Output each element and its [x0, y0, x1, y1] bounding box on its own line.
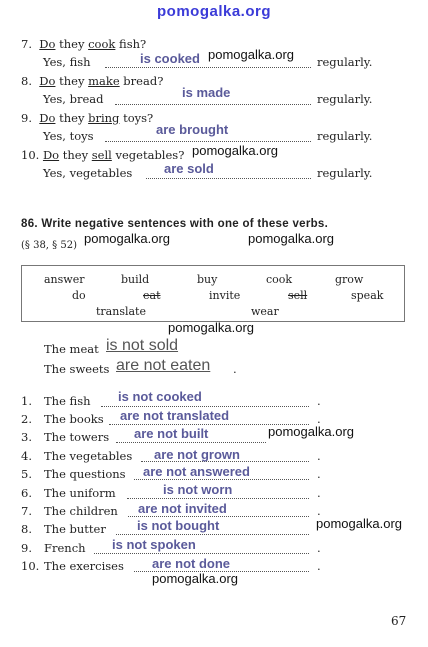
prev-item-answer-start: Yes, bread: [43, 92, 104, 106]
item-subject: The uniform: [44, 486, 116, 500]
handwritten-answer: are sold: [164, 161, 214, 176]
verb-crossed: eat: [143, 289, 161, 302]
prev-item-answer-end: regularly.: [317, 92, 373, 106]
handwritten-answer: is not cooked: [118, 389, 202, 404]
handwritten-answer: is cooked: [140, 51, 200, 66]
item-period: .: [317, 412, 321, 426]
watermark: pomogalka.org: [316, 516, 402, 531]
item-period: .: [317, 541, 321, 555]
handwritten-answer: are not translated: [120, 408, 230, 423]
prev-item-question: 7. Do they cook fish?: [21, 37, 147, 51]
item-period: .: [317, 449, 321, 463]
dotted-line: [116, 442, 266, 443]
item-number: 4.: [21, 449, 32, 463]
item-subject: The books: [44, 412, 104, 426]
item-period: .: [317, 467, 321, 481]
dotted-line: [115, 104, 311, 105]
watermark-top: pomogalka.org: [157, 3, 272, 20]
dotted-line: [116, 534, 309, 535]
example-answer: are not eaten: [116, 357, 211, 374]
verb: cook: [266, 273, 293, 286]
dotted-line: [101, 406, 309, 407]
watermark: pomogalka.org: [168, 320, 254, 335]
prev-item-answer-end: regularly.: [317, 166, 373, 180]
verb: buy: [197, 273, 218, 286]
dotted-line: [105, 67, 311, 68]
verb: speak: [351, 289, 384, 302]
item-subject: The butter: [44, 522, 106, 536]
dotted-line: [134, 479, 309, 480]
item-subject: French: [44, 541, 86, 555]
item-number: 2.: [21, 412, 32, 426]
item-subject: The fish: [44, 394, 91, 408]
item-subject: The exercises: [44, 559, 124, 573]
page-number: 67: [391, 614, 407, 628]
prev-item-question: 10. Do they sell vegetables?: [21, 148, 185, 162]
item-number: 10.: [21, 559, 40, 573]
item-period: .: [317, 504, 321, 518]
handwritten-answer: is made: [182, 85, 231, 100]
prev-item-answer-start: Yes, vegetables: [43, 166, 133, 180]
item-period: .: [317, 559, 321, 573]
exercise-heading: 86. Write negative sentences with one of these verbs.: [21, 218, 329, 230]
item-subject: The towers: [44, 430, 110, 444]
item-number: 7.: [21, 504, 32, 518]
verb: invite: [209, 289, 241, 302]
prev-item-answer-end: regularly.: [317, 129, 373, 143]
verb: translate: [96, 305, 146, 318]
verb: wear: [251, 305, 279, 318]
item-period: .: [317, 486, 321, 500]
example-subject: The sweets: [44, 362, 110, 376]
item-number: 8.: [21, 522, 32, 536]
handwritten-answer: is not worn: [163, 482, 233, 497]
verb: do: [72, 289, 86, 302]
handwritten-answer: are not answered: [143, 464, 250, 479]
verb-crossed: sell: [288, 289, 308, 302]
example-subject: The meat: [44, 342, 99, 356]
example-period: .: [233, 362, 237, 376]
watermark: pomogalka.org: [248, 231, 334, 246]
watermark: pomogalka.org: [84, 231, 170, 246]
handwritten-answer: are not built: [134, 426, 209, 441]
example-answer: is not sold: [106, 337, 179, 354]
dotted-line: [128, 516, 309, 517]
watermark: pomogalka.org: [268, 424, 354, 439]
verb: answer: [44, 273, 85, 286]
verb: build: [121, 273, 150, 286]
watermark: pomogalka.org: [208, 47, 294, 62]
verb: grow: [335, 273, 364, 286]
handwritten-answer: are not grown: [154, 447, 240, 462]
dotted-line: [105, 141, 311, 142]
handwritten-answer: is not spoken: [112, 537, 196, 552]
item-number: 3.: [21, 430, 32, 444]
prev-item-answer-end: regularly.: [317, 55, 373, 69]
watermark: pomogalka.org: [192, 143, 278, 158]
item-number: 6.: [21, 486, 32, 500]
dotted-line: [146, 178, 311, 179]
handwritten-answer: are brought: [156, 122, 229, 137]
item-number: 9.: [21, 541, 32, 555]
prev-item-answer-start: Yes, toys: [43, 129, 94, 143]
item-number: 1.: [21, 394, 32, 408]
item-subject: The children: [44, 504, 118, 518]
dotted-line: [94, 553, 309, 554]
handwritten-answer: are not done: [152, 556, 231, 571]
handwritten-answer: is not bought: [137, 518, 220, 533]
item-number: 5.: [21, 467, 32, 481]
handwritten-answer: are not invited: [138, 501, 227, 516]
prev-item-question: 9. Do they bring toys?: [21, 111, 154, 125]
exercise-refs: (§ 38, § 52): [21, 240, 77, 251]
prev-item-answer-start: Yes, fish: [43, 55, 91, 69]
item-subject: The questions: [44, 467, 126, 481]
watermark: pomogalka.org: [152, 571, 238, 586]
item-period: .: [317, 394, 321, 408]
item-subject: The vegetables: [44, 449, 133, 463]
dotted-line: [127, 498, 309, 499]
prev-item-question: 8. Do they make bread?: [21, 74, 164, 88]
